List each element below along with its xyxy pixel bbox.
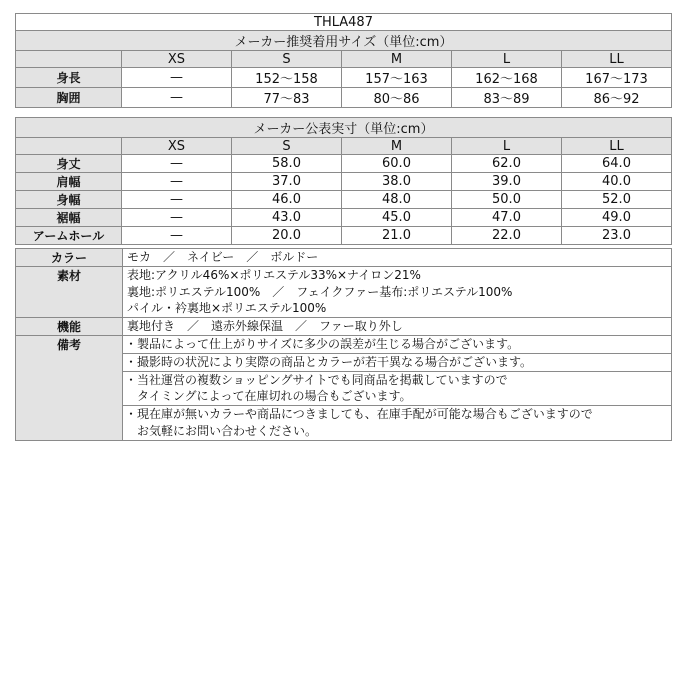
size-header: M [342,51,452,68]
color-text: モカ ／ ネイビー ／ ボルドー [127,250,319,264]
table-cell: 20.0 [232,227,342,245]
note-item [123,406,671,440]
table-cell: — [122,155,232,173]
note-line: タイミングによって在庫切れの場合もございます。 [125,389,412,404]
features-value [123,318,672,336]
material-label: 素材 [16,267,123,318]
table-cell: 40.0 [562,173,672,191]
table-cell: — [122,209,232,227]
note-line: ・撮影時の状況により実際の商品とカラーが若干異なる場合がございます。 [125,354,533,369]
table-cell: 48.0 [342,191,452,209]
size-header: L [452,138,562,155]
table-cell: 38.0 [342,173,452,191]
table-cell: 39.0 [452,173,562,191]
notes-value [123,336,672,441]
product-code: THLA487 [16,14,672,31]
row-label: 胸囲 [16,88,122,108]
size-header: LL [562,51,672,68]
product-details-table [15,248,672,441]
table-cell: 152〜158 [232,68,342,88]
table-cell: — [122,173,232,191]
table-cell: 50.0 [452,191,562,209]
table-row [16,209,672,227]
table-cell: 64.0 [562,155,672,173]
table-cell: 77〜83 [232,88,342,108]
table-cell: 52.0 [562,191,672,209]
table-cell: 62.0 [452,155,562,173]
table-row [16,88,672,108]
table-cell: — [122,88,232,108]
note-item [123,336,671,354]
row-label: アームホール [16,227,122,245]
table-cell: 37.0 [232,173,342,191]
size-header: LL [562,138,672,155]
table-cell: 60.0 [342,155,452,173]
table-row [16,191,672,209]
table-cell: 83〜89 [452,88,562,108]
table-cell: 80〜86 [342,88,452,108]
table-cell: 157〜163 [342,68,452,88]
row-label: 身幅 [16,191,122,209]
table-cell: 21.0 [342,227,452,245]
material-line: 表地:アクリル46%×ポリエステル33%×ナイロン21% [127,268,421,282]
size-header: XS [122,138,232,155]
note-line: ・製品によって仕上がりサイズに多少の誤差が生じる場合がございます。 [125,337,520,351]
table-cell: 22.0 [452,227,562,245]
measurement-title: メーカー公表実寸（単位:cm） [16,118,672,138]
recommended-size-title: メーカー推奨着用サイズ（単位:cm） [16,31,672,51]
table-cell: 46.0 [232,191,342,209]
table-cell: 47.0 [452,209,562,227]
table-cell: 49.0 [562,209,672,227]
size-header: S [232,51,342,68]
table-row [16,227,672,245]
table-cell: 58.0 [232,155,342,173]
material-line: 裏地:ポリエステル100% ／ フェイクファー基布:ポリエステル100% [127,284,513,299]
row-label: 身長 [16,68,122,88]
note-line: お気軽にお問い合わせください。 [125,423,318,438]
table-cell: 162〜168 [452,68,562,88]
measurement-table [15,117,672,245]
size-header: S [232,138,342,155]
table-cell: 45.0 [342,209,452,227]
color-value [123,249,672,267]
table-cell: 167〜173 [562,68,672,88]
material-line: パイル・衿裏地×ポリエステル100% [127,301,327,316]
note-item [123,372,671,407]
table-cell: — [122,191,232,209]
row-label: 肩幅 [16,173,122,191]
table-cell: 43.0 [232,209,342,227]
note-line: ・現在庫が無いカラーや商品につきましても、在庫手配が可能な場合もございますので [125,407,593,422]
note-line: ・当社運営の複数ショッピングサイトでも同商品を掲載していますので [125,372,508,387]
size-header: L [452,51,562,68]
size-header: M [342,138,452,155]
features-text: 裏地付き ／ 遠赤外線保温 ／ ファー取り外し [127,319,403,333]
table-row [16,68,672,88]
table-row [16,155,672,173]
table-cell: 86〜92 [562,88,672,108]
notes-label: 備考 [16,336,123,441]
color-label: カラー [16,249,123,267]
table-cell: — [122,68,232,88]
row-label: 身丈 [16,155,122,173]
corner-cell [16,51,122,68]
table-cell: 23.0 [562,227,672,245]
table-row [16,173,672,191]
note-item [123,354,671,372]
row-label: 裾幅 [16,209,122,227]
material-value [123,267,672,318]
recommended-size-table [15,13,672,108]
features-label: 機能 [16,318,123,336]
size-header: XS [122,51,232,68]
table-cell: — [122,227,232,245]
corner-cell [16,138,122,155]
